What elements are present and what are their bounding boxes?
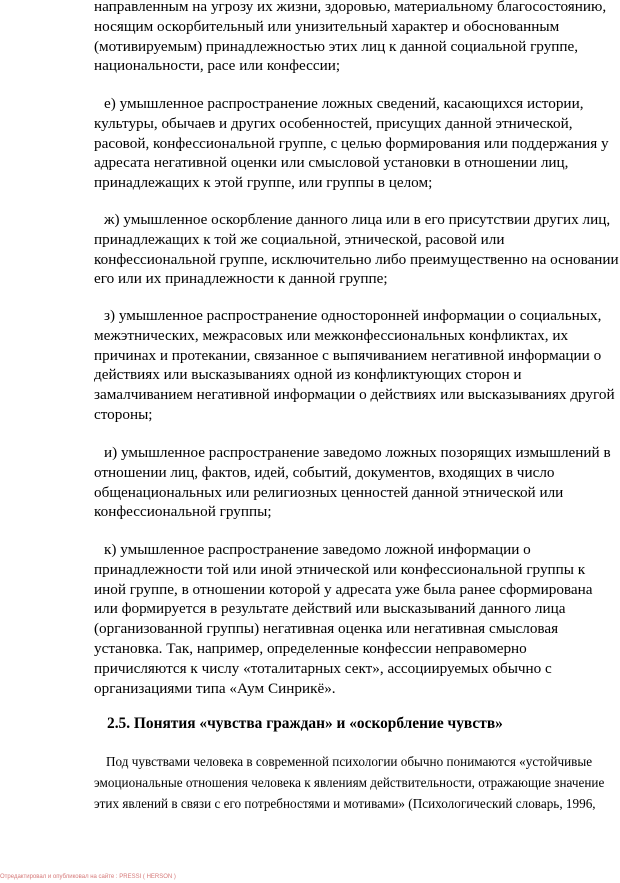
- text-line: его или их принадлежности к данной группе;: [94, 270, 388, 288]
- text-line: (мотивируемым) принадлежностью этих лиц к данной социальной группе,: [94, 37, 579, 55]
- text-line: национальности, расе или конфессии;: [94, 57, 341, 75]
- text-line: носящим оскорбительный или унизительный характер и обоснованным: [94, 17, 560, 35]
- text-line: расовой, конфессиональной группе, с целью формирования или поддержания у: [94, 134, 609, 152]
- text-line: стороны;: [94, 405, 153, 423]
- text-line: з) умышленное распространение односторонней информации о социальных,: [104, 307, 602, 324]
- text-line: культуры, обычаев и других особенностей, присущих данной этнической,: [94, 114, 573, 132]
- paragraph-continuation: [94, 0, 616, 76]
- text-line: этих явлений в связи с его потребностями и мотивами» (Психологический словарь, 1996,: [94, 796, 596, 811]
- text-line: установка. Так, например, определенные конфессии неправомерно: [94, 639, 527, 657]
- text-line: ж) умышленное оскорбление данного лица или в его присутствии других лиц,: [104, 211, 611, 228]
- paragraph-i: [94, 443, 616, 522]
- text-line: Под чувствами человека в современной психологии обычно понимаются «устойчивые: [106, 754, 593, 769]
- text-line: и) умышленное распространение заведомо ложных позорящих измышлений в: [104, 444, 611, 461]
- paragraph-k: [94, 540, 616, 698]
- text-line: принадлежности той или иной этнической или конфессиональной группы к: [94, 560, 586, 578]
- paragraph-zh: [94, 210, 619, 289]
- text-line: причисляются к числу «тоталитарных сект», ассоциируемых обычно с: [94, 659, 552, 677]
- paragraph-z: [94, 306, 616, 425]
- text-line: адресата негативной оценки или смысловой установки в отношении лиц,: [94, 154, 569, 172]
- text-line: е) умышленное распространение ложных сведений, касающихся истории,: [104, 95, 584, 112]
- paragraph-feelings: [94, 751, 614, 814]
- text-line: отношении лиц, фактов, идей, событий, документов, входящих в число: [94, 463, 555, 481]
- text-line: общенациональных или религиозных ценностей данной этнической или: [94, 483, 564, 501]
- text-line: эмоциональные отношения человека к явлениям действительности, отражающие значение: [94, 775, 605, 790]
- text-line: действиях или высказываниях одной из конфликтующих сторон и: [94, 366, 522, 384]
- text-line: причинах и протекании, связанное с выпячиванием негативной информации о: [94, 346, 602, 364]
- text-line: конфессиональной группы;: [94, 503, 272, 521]
- text-line: к) умышленное распространение заведомо ложной информации о: [104, 541, 531, 558]
- footer-credit: Отредактировал и опубликовал на сайте : PRESSI ( HERSON ): [0, 874, 176, 880]
- paragraph-e: [94, 94, 616, 193]
- text-line: конфессиональной группе, исключительно либо преимущественно на основании: [94, 250, 619, 268]
- text-line: организациями типа «Аум Синрикё».: [94, 679, 336, 697]
- text-line: или формируется в результате действий или высказываний данного лица: [94, 600, 566, 618]
- text-line: замалчиванием негативной информации о действиях или высказываниях другой: [94, 386, 615, 404]
- text-line: иной группе, в отношении которой у адресата уже была ранее сформирована: [94, 580, 593, 598]
- section-heading: 2.5. Понятия «чувства граждан» и «оскорбление чувств»: [107, 715, 503, 732]
- text-line: (организованной группы) негативная оценка или негативная смысловая: [94, 620, 559, 638]
- text-line: принадлежащих к той же социальной, этнической, расовой или: [94, 230, 505, 248]
- text-line: принадлежащих к этой группе, или группы в целом;: [94, 174, 433, 192]
- text-line: направленным на угрозу их жизни, здоровью, материальному благосостоянию,: [94, 0, 607, 15]
- text-line: межэтнических, межрасовых или межконфессиональных конфликтах, их: [94, 326, 569, 344]
